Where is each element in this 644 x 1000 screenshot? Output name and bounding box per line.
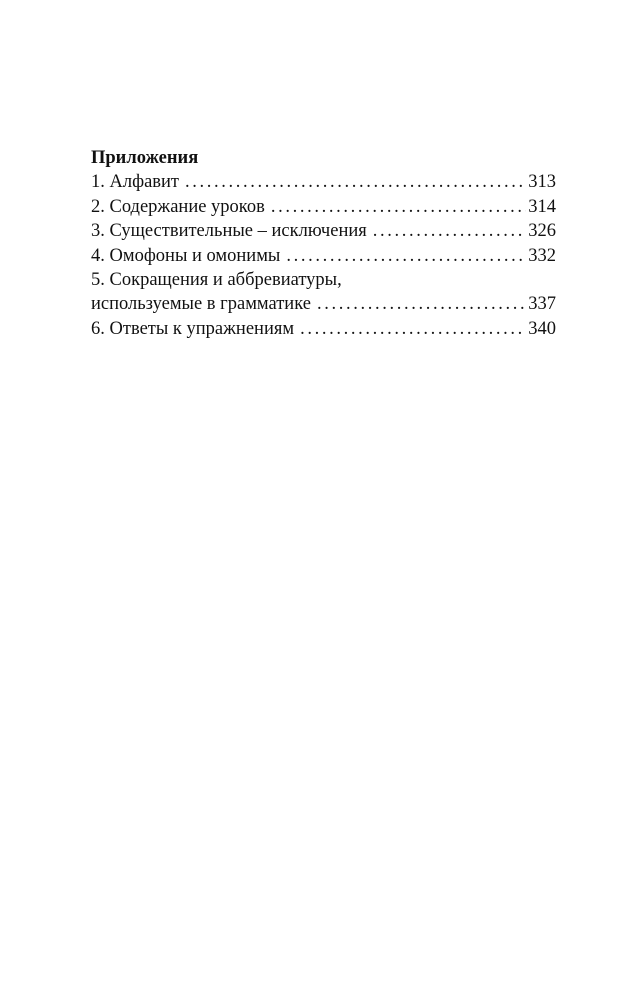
toc-page-number: 340	[528, 318, 556, 339]
toc-line	[91, 195, 556, 219]
toc-leader-dots	[286, 244, 526, 268]
table-of-contents	[91, 146, 556, 341]
toc-entry-title: 2. Содержание уроков	[91, 196, 265, 217]
toc-leader-dots	[271, 195, 526, 219]
toc-entry-title: используемые в грамматике	[91, 294, 311, 315]
toc-entry-lessons[interactable]	[91, 195, 556, 219]
toc-line	[91, 244, 556, 268]
toc-entry-abbreviations[interactable]	[91, 268, 556, 317]
toc-leader-dots	[317, 292, 526, 316]
toc-leader-dots	[300, 317, 526, 341]
toc-entry-alphabet[interactable]	[91, 170, 556, 194]
toc-entry-nouns-exceptions[interactable]	[91, 219, 556, 243]
toc-line	[91, 170, 556, 194]
toc-page-number: 332	[528, 245, 556, 266]
toc-entry-answers[interactable]	[91, 317, 556, 341]
toc-entry-title: 6. Ответы к упражнениям	[91, 318, 295, 339]
toc-entry-title: 3. Существительные – исключения	[91, 221, 367, 242]
toc-line	[91, 292, 556, 316]
toc-leader-dots	[185, 170, 526, 194]
toc-leader-dots	[373, 219, 526, 243]
toc-page-number: 326	[528, 221, 556, 242]
toc-entry-title: 4. Омофоны и омонимы	[91, 245, 281, 266]
toc-page-number: 337	[528, 294, 556, 315]
toc-entry-homophones[interactable]	[91, 244, 556, 268]
toc-page-number: 313	[528, 172, 556, 193]
toc-section-heading: Приложения	[91, 148, 199, 168]
toc-entry-title: 1. Алфавит	[91, 172, 180, 193]
toc-list	[91, 170, 556, 341]
toc-line	[91, 219, 556, 243]
toc-line	[91, 317, 556, 341]
toc-entry-title-line1: 5. Сокращения и аббревиатуры,	[91, 270, 342, 291]
toc-page-number: 314	[528, 196, 556, 217]
